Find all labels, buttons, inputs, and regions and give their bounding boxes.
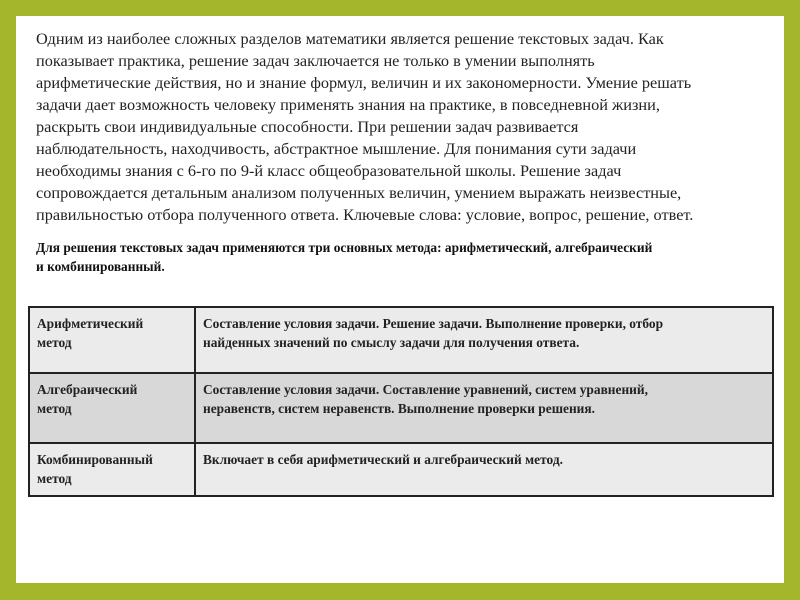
method-name-line: Комбинированный	[37, 452, 153, 467]
description-line: найденных значений по смыслу задачи для получения ответа.	[203, 335, 580, 350]
method-description	[195, 307, 773, 373]
description-line: неравенств, систем неравенств. Выполнение проверки решения.	[203, 401, 595, 416]
lead-line: Для решения текстовых задач применяются три основных метода: арифметический, алгебраический	[36, 240, 653, 255]
description-line: Составление условия задачи. Составление уравнений, систем уравнений,	[203, 382, 648, 397]
method-name-line: метод	[37, 471, 72, 486]
method-name	[29, 373, 195, 443]
intro-paragraph	[36, 28, 776, 226]
description-line: Составление условия задачи. Решение задачи. Выполнение проверки, отбор	[203, 316, 664, 331]
paragraph-line: раскрыть свои индивидуальные способности. При решении задач развивается	[36, 117, 579, 136]
table-row	[29, 307, 773, 373]
method-name-line: Арифметический	[37, 316, 144, 331]
lead-line: и комбинированный.	[36, 259, 165, 274]
method-name	[29, 307, 195, 373]
method-description	[195, 443, 773, 496]
paragraph-line: Одним из наиболее сложных разделов математики является решение текстовых задач. Как	[36, 29, 664, 48]
method-name	[29, 443, 195, 496]
paragraph-line: арифметические действия, но и знание формул, величин и их закономерности. Умение решать	[36, 73, 692, 92]
methods-table	[28, 306, 774, 497]
table-row	[29, 373, 773, 443]
slide	[16, 16, 784, 583]
paragraph-line: необходимы знания с 6-го по 9-й класс общеобразовательной школы. Решение задач	[36, 161, 622, 180]
method-description	[195, 373, 773, 443]
paragraph-line: наблюдательность, находчивость, абстрактное мышление. Для понимания сути задачи	[36, 139, 637, 158]
paragraph-line: задачи дает возможность человеку применять знания на практике, в повседневной жизни,	[36, 95, 660, 114]
method-name-line: метод	[37, 401, 72, 416]
method-name-line: метод	[37, 335, 72, 350]
table-row	[29, 443, 773, 496]
paragraph-line: правильностью отбора полученного ответа. Ключевые слова: условие, вопрос, решение, ответ.	[36, 205, 694, 224]
paragraph-line: показывает практика, решение задач заключается не только в умении выполнять	[36, 51, 595, 70]
paragraph-line: сопровождается детальным анализом полученных величин, умением выражать неизвестные,	[36, 183, 682, 202]
description-line: Включает в себя арифметический и алгебраический метод.	[203, 452, 563, 467]
methods-lead	[36, 238, 776, 276]
method-name-line: Алгебраический	[37, 382, 138, 397]
